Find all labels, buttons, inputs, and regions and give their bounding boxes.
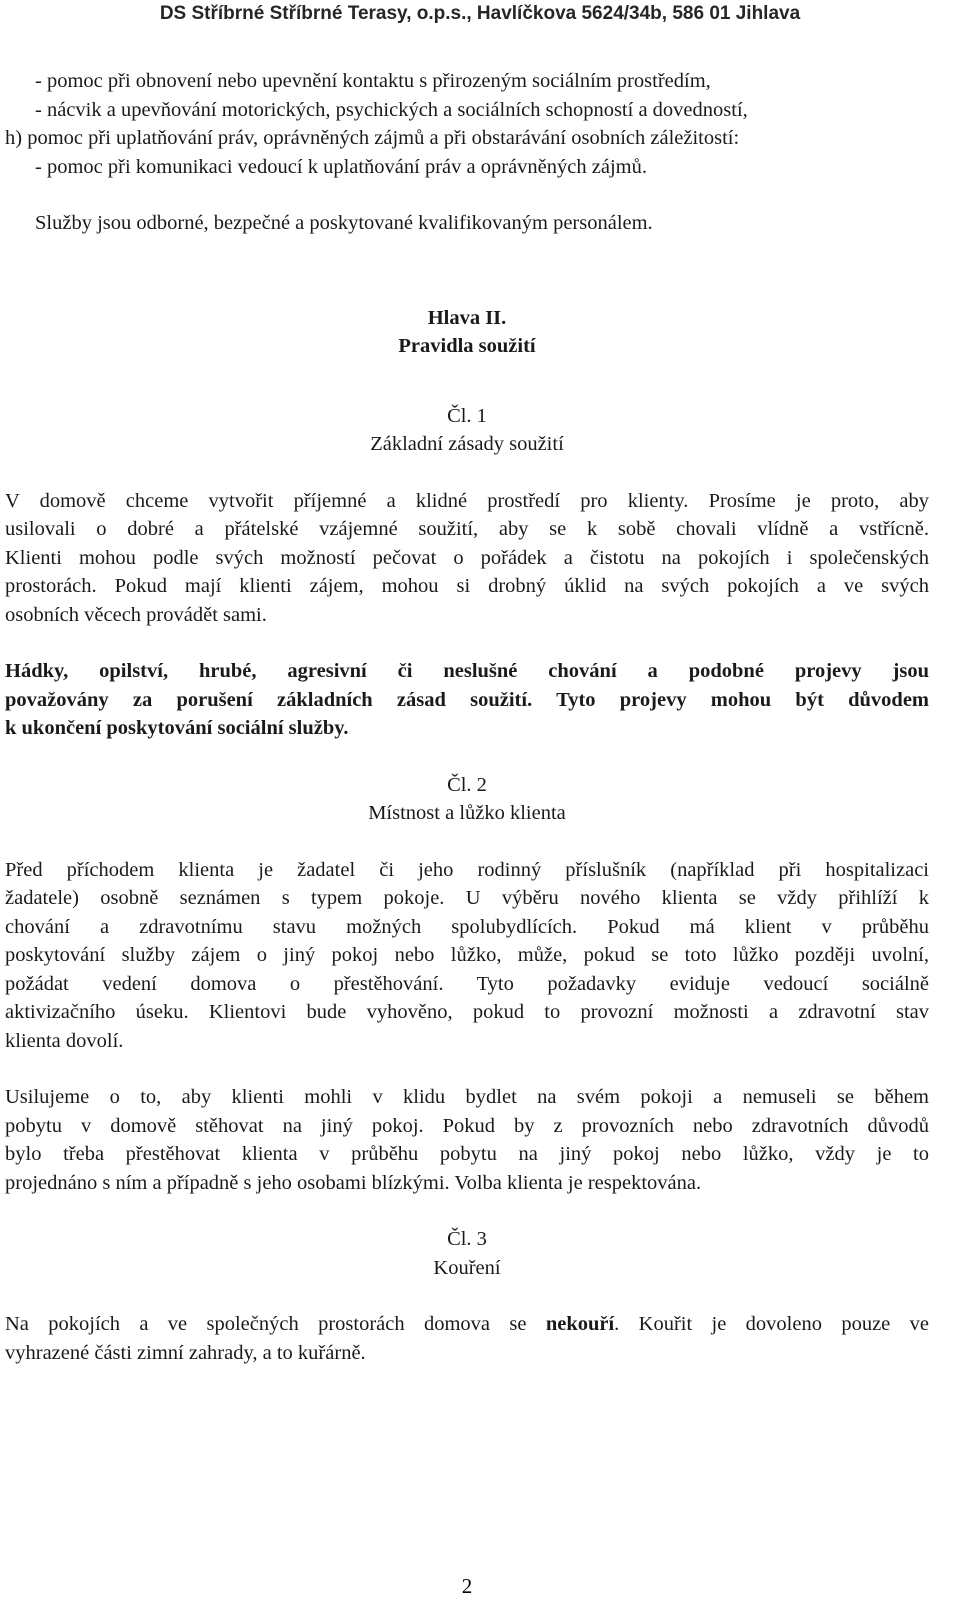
list-item: - nácvik a upevňování motorických, psychických a sociálních schopností a dovedností, xyxy=(35,98,748,121)
article-1-number: Čl. 1 xyxy=(447,404,487,427)
warning-line: Hádky, opilství, hrubé, agresivní či neslušné chování a podobné projevy jsou xyxy=(5,660,929,682)
paragraph-line: poskytování služby zájem o jiný pokoj nebo lůžko, může, pokud se toto lůžko později uvolní, xyxy=(5,944,929,966)
paragraph-line: vyhrazené části zimní zahrady, a to kuřárně. xyxy=(5,1341,366,1364)
page-number: 2 xyxy=(461,1574,473,1598)
paragraph-line: chování a zdravotnímu stavu možných spolubydlících. Pokud má klient v průběhu xyxy=(5,915,929,938)
smoking-text-end: . Kouřit je dovoleno pouze ve xyxy=(614,1313,929,1335)
paragraph-line: projednáno s ním a případně s jeho osobami blízkými. Volba klienta je respektována. xyxy=(5,1171,702,1194)
paragraph-line: požádat vedení domova o přestěhování. Tyto požadavky eviduje vedoucí sociálně xyxy=(5,972,929,995)
paragraph-line: pobytu v domově stěhovat na jiný pokoj. Pokud by z provozních nebo zdravotních důvodů xyxy=(5,1114,929,1137)
article-2-number: Čl. 2 xyxy=(447,773,487,796)
article-3-title: Kouření xyxy=(433,1256,501,1279)
article-3-number: Čl. 3 xyxy=(447,1228,487,1250)
paragraph-line: Usilujeme o to, aby klienti mohli v klidu bydlet na svém pokoji a nemuseli se během xyxy=(5,1086,929,1108)
paragraph-line: klienta dovolí. xyxy=(5,1029,124,1052)
paragraph-line: prostorách. Pokud mají klienti zájem, mohou si drobný úklid na svých pokojích a ve svých xyxy=(5,575,929,597)
article-1-warning xyxy=(5,657,929,743)
chapter-number: Hlava II. xyxy=(427,306,507,329)
list-item: h) pomoc při uplatňování práv, oprávněných zájmů a při obstarávání osobních záležitostí: xyxy=(5,127,740,149)
paragraph-line: bylo třeba přestěhovat klienta v průběhu pobytu na jiný pokoj nebo lůžko, vždy je to xyxy=(5,1143,929,1165)
smoking-prohibition-emphasis: nekouří xyxy=(545,1313,615,1335)
chapter-title: Pravidla soužití xyxy=(398,335,536,357)
paragraph-line: Před příchodem klienta je žadatel či jeho rodinný příslušník (například při hospitalizaci xyxy=(5,858,929,881)
paragraph-line xyxy=(5,1310,929,1339)
paragraph-line: osobních věcech provádět sami. xyxy=(5,603,267,626)
page-header: DS Stříbrné Stříbrné Terasy, o.p.s., Havlíčkova 5624/34b, 586 01 Jihlava xyxy=(159,3,801,24)
paragraph-line: aktivizačního úseku. Klientovi bude vyhověno, pokud to provozní možnosti a zdravotní stav xyxy=(5,1001,929,1023)
paragraph-line: žadatele) osobně seznámen s typem pokoje. U výběru nového klienta se vždy přihlíží k xyxy=(5,887,929,909)
warning-line: považovány za porušení základních zásad soužití. Tyto projevy mohou být důvodem xyxy=(5,688,929,711)
warning-line: k ukončení poskytování sociální služby. xyxy=(5,717,349,739)
article-2-title: Místnost a lůžko klienta xyxy=(368,802,566,824)
article-3-paragraph xyxy=(5,1310,929,1367)
paragraph-line: usilovali o dobré a přátelské vzájemné soužití, aby se k sobě chovali vlídně a vstřícně. xyxy=(5,518,929,540)
smoking-text-start: Na pokojích a ve společných prostorách domova se xyxy=(5,1313,527,1335)
document-body xyxy=(5,67,929,1367)
services-statement: Služby jsou odborné, bezpečné a poskytované kvalifikovaným personálem. xyxy=(35,212,653,234)
paragraph-line: Klienti mohou podle svých možností pečovat o pořádek a čistotu na pokojích i společenských xyxy=(5,546,929,569)
paragraph-line: V domově chceme vytvořit příjemné a klidné prostředí pro klienty. Prosíme je proto, aby xyxy=(5,489,929,512)
article-1-paragraph xyxy=(5,487,929,630)
article-2-paragraph-2 xyxy=(5,1083,929,1197)
list-item: - pomoc při obnovení nebo upevnění kontaktu s přirozeným sociálním prostředím, xyxy=(35,70,711,92)
article-1-title: Základní zásady soužití xyxy=(370,433,564,455)
article-2-paragraph-1 xyxy=(5,856,929,1056)
list-item: - pomoc při komunikaci vedoucí k uplatňování práv a oprávněných zájmů. xyxy=(35,155,647,178)
intro-list xyxy=(5,67,929,181)
